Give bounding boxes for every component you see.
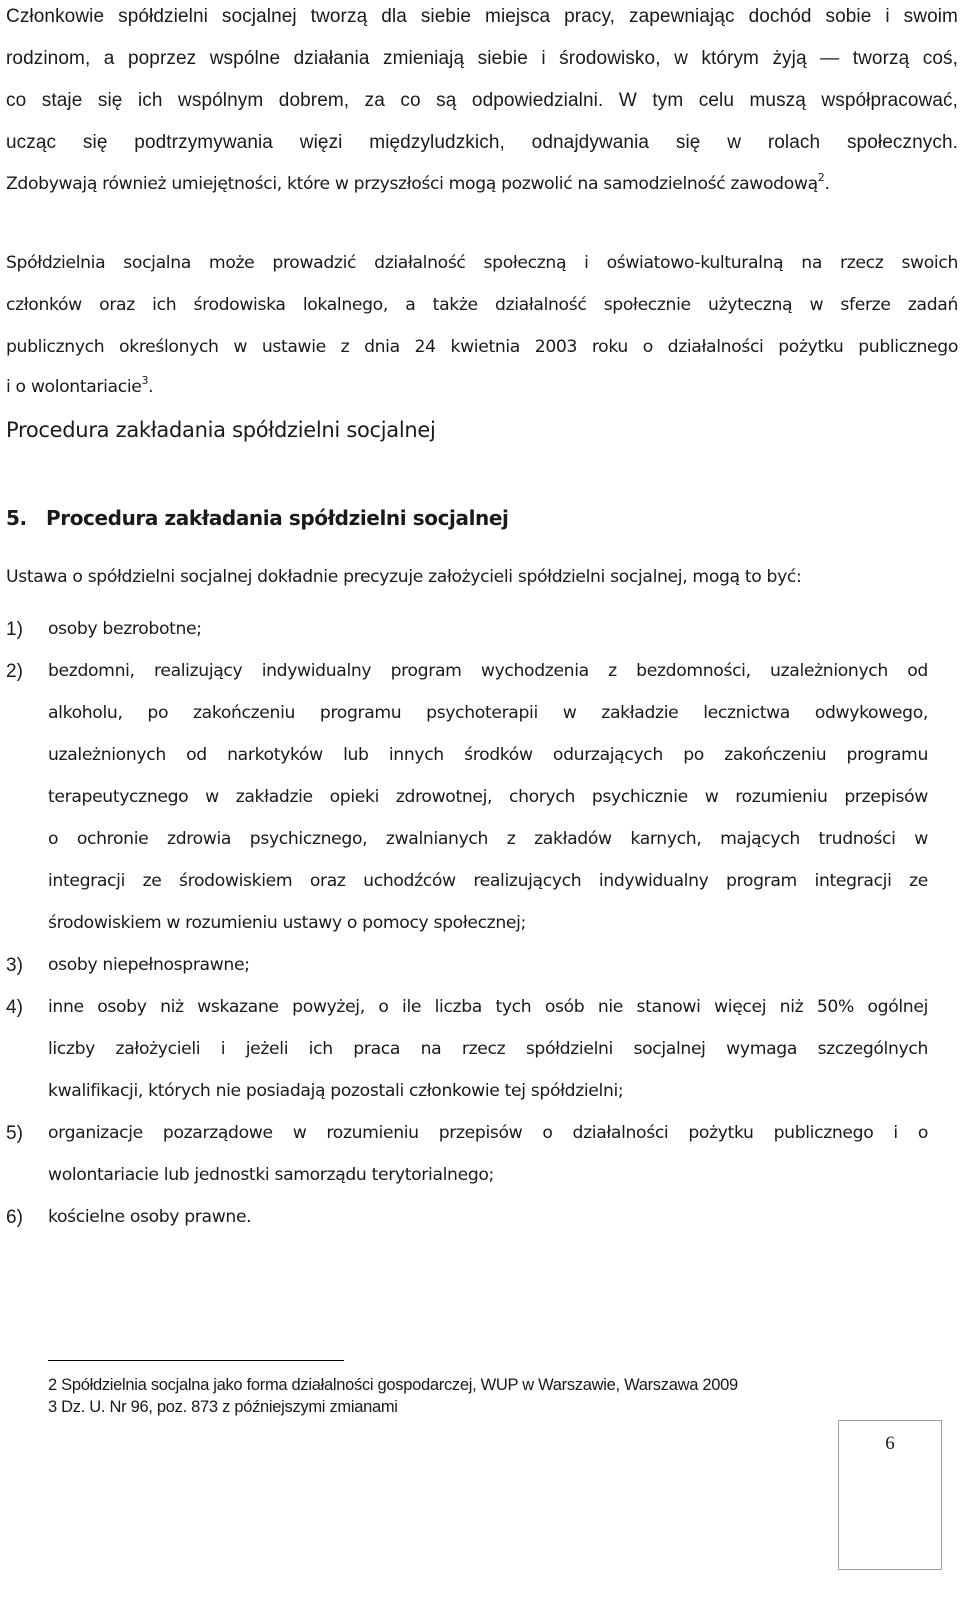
list-item-line: organizacje pozarządowe w rozumieniu przepisów o działalności pożytku publicznego i o (48, 1123, 928, 1143)
paragraph-text: i o wolontariacie (6, 377, 142, 397)
paragraph-line-last (6, 366, 958, 408)
list-number: 1) (6, 619, 23, 640)
list-item: kościelne osoby prawne. (48, 1207, 252, 1227)
paragraph-text: Zdobywają również umiejętności, które w przyszłości mogą pozwolić na samodzielność zawodową (6, 174, 818, 194)
paragraph-line: Spółdzielnia socjalna może prowadzić działalność społeczną i oświatowo-kulturalną na rzecz swoich (6, 253, 958, 273)
list-item-line: uzależnionych od narkotyków lub innych środków odurzających po zakończeniu programu (48, 745, 928, 765)
list-number: 4) (6, 997, 23, 1018)
paragraph-period: . (824, 174, 830, 194)
list-number: 6) (6, 1207, 23, 1228)
list-item-line: alkoholu, po zakończeniu programu psychoterapii w zakładzie lecznictwa odwykowego, (48, 703, 928, 723)
list-item-line: wolontariacie lub jednostki samorządu terytorialnego; (48, 1165, 494, 1185)
footnote-ref[interactable]: 3 (141, 374, 149, 387)
page-number-box (838, 1420, 942, 1570)
footnote: 2 Spółdzielnia socjalna jako forma działalności gospodarczej, WUP w Warszawie, Warszawa 2009 (48, 1376, 738, 1394)
paragraph-line: publicznych określonych w ustawie z dnia 24 kwietnia 2003 roku o działalności pożytku publicznego (6, 337, 958, 357)
list-item-line: o ochronie zdrowia psychicznego, zwalnianych z zakładów karnych, mających trudności w (48, 829, 928, 849)
paragraph-line: ucząc się podtrzymywania więzi międzyludzkich, odnajdywania się w rolach społecznych. (6, 132, 958, 153)
list-item-line: bezdomni, realizujący indywidualny program wychodzenia z bezdomności, uzależnionych od (48, 661, 928, 681)
paragraph-line: członków oraz ich środowiska lokalnego, a także działalność społecznie użyteczną w sferze zadań (6, 295, 958, 315)
paragraph-line: co staje się ich wspólnym dobrem, za co są odpowiedzialni. W tym celu muszą współpracować, (6, 90, 958, 111)
list-number: 3) (6, 955, 23, 976)
footnote: 3 Dz. U. Nr 96, poz. 873 z późniejszymi zmianami (48, 1398, 398, 1416)
list-item-line: inne osoby niż wskazane powyżej, o ile liczba tych osób nie stanowi więcej niż 50% ogólnej (48, 997, 928, 1017)
list-number: 5) (6, 1123, 23, 1144)
list-item-line: terapeutycznego w zakładzie opieki zdrowotnej, chorych psychicznie w rozumieniu przepisów (48, 787, 928, 807)
list-item-line: integracji ze środowiskiem oraz uchodźców realizujących indywidualny program integracji ze (48, 871, 928, 891)
list-item-line: kwalifikacji, których nie posiadają pozostali członkowie tej spółdzielni; (48, 1081, 624, 1101)
paragraph-line: Członkowie spółdzielni socjalnej tworzą dla siebie miejsca pracy, zapewniając dochód sobie i swoim (6, 6, 958, 27)
paragraph-line-last (6, 163, 958, 205)
section-heading (6, 506, 509, 530)
section-number: 5. (6, 506, 27, 530)
footnote-ref[interactable]: 2 (817, 171, 825, 184)
list-item-line: liczby założycieli i jeżeli ich praca na rzecz spółdzielni socjalnej wymaga szczególnych (48, 1039, 928, 1059)
list-item: osoby niepełnosprawne; (48, 955, 250, 975)
footnote-separator (48, 1360, 344, 1361)
section-title: Procedura zakładania spółdzielni socjalnej (46, 506, 509, 530)
list-item-line: środowiskiem w rozumieniu ustawy o pomocy społecznej; (48, 913, 526, 933)
paragraph-line: rodzinom, a poprzez wspólne działania zmieniają siebie i środowisko, w którym żyją — tworzą coś, (6, 48, 958, 69)
page-number: 6 (885, 1433, 895, 1454)
subheading: Procedura zakładania spółdzielni socjalnej (6, 418, 436, 442)
paragraph-period: . (148, 377, 154, 397)
list-item: osoby bezrobotne; (48, 619, 202, 639)
list-intro: Ustawa o spółdzielni socjalnej dokładnie precyzuje założycieli spółdzielni socjalnej, mogą to być: (6, 567, 802, 587)
list-number: 2) (6, 661, 23, 682)
